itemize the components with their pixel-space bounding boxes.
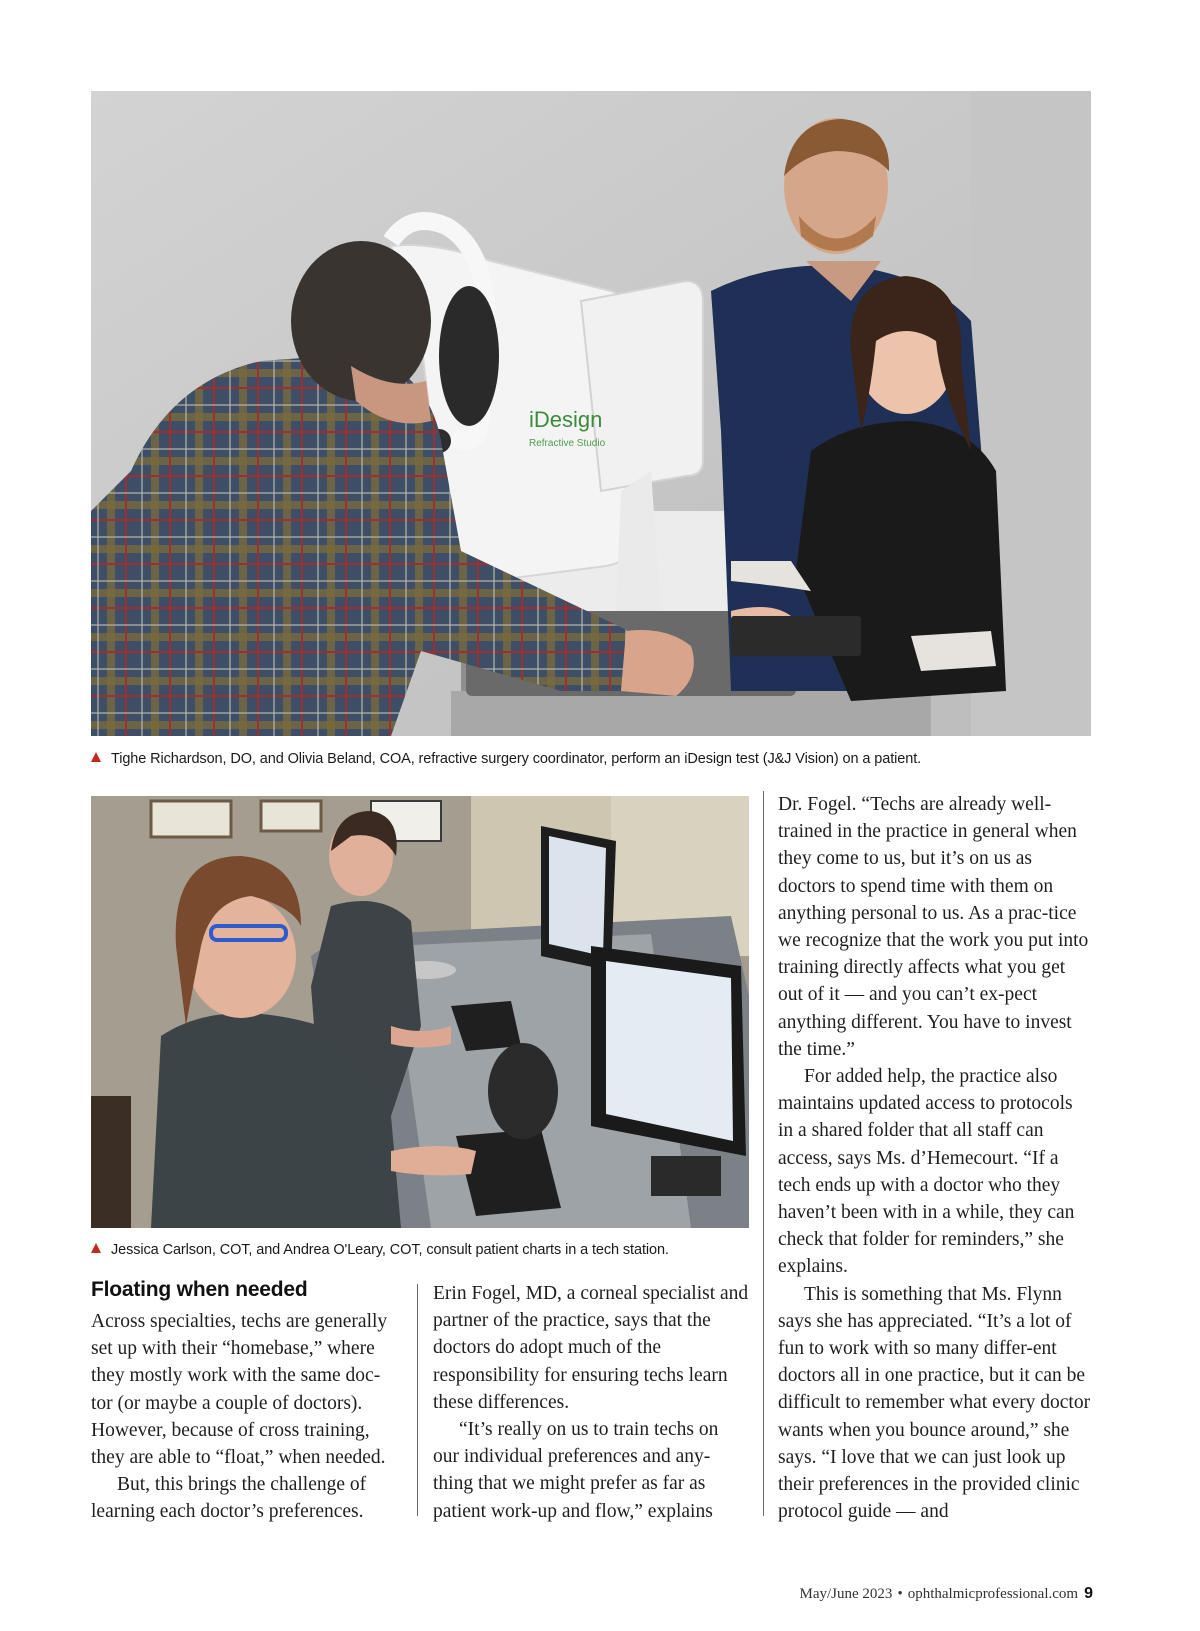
text-column-3 xyxy=(778,791,1092,1525)
idesign-logo-text: iDesign xyxy=(529,407,603,432)
text-column-2 xyxy=(433,1280,749,1525)
paragraph: “It’s really on us to train techs on our individual preferences and any-thing that we might prefer as far as patient work-up and flow,” explains xyxy=(433,1419,719,1522)
paragraph: But, this brings the challenge of learning each doctor’s preferences. xyxy=(91,1474,367,1523)
caption-marker-icon xyxy=(91,1243,101,1253)
paragraph: For added help, the practice also maintains updated access to protocols in a shared folder that all staff can access, says Ms. d’Hemecourt. “If a tech ends up with a doctor who they haven’t been with in a while, they can check that folder for reminders,” she explains. xyxy=(778,1066,1075,1278)
photo-caption-1 xyxy=(91,751,921,767)
text-column-1 xyxy=(91,1308,401,1526)
photo-tech-station xyxy=(91,796,749,1228)
photo-caption-2 xyxy=(91,1242,669,1258)
paragraph: Erin Fogel, MD, a corneal specialist and partner of the practice, says that the doctors do adopt much of the responsibility for ensuring techs learn these differences. xyxy=(433,1283,749,1413)
caption-1-text: Tighe Richardson, DO, and Olivia Beland, COA, refractive surgery coordinator, perform an iDesign test (J&J Vision) on a patient. xyxy=(111,751,922,767)
page-number: 9 xyxy=(1084,1585,1093,1602)
caption-2-text: Jessica Carlson, COT, and Andrea O'Leary, COT, consult patient charts in a tech station. xyxy=(111,1242,669,1258)
footer-separator: • xyxy=(897,1586,903,1602)
column-divider xyxy=(763,791,764,1516)
section-heading: Floating when needed xyxy=(91,1278,308,1301)
idesign-sub-text: Refractive Studio xyxy=(529,438,606,449)
paragraph: Across specialties, techs are generally set up with their “homebase,” where they mostly work with the same doc-tor (or maybe a couple of doctors). However, because of cross training, they are able to “float,” when needed. xyxy=(91,1311,388,1469)
page-footer xyxy=(800,1585,1093,1603)
column-divider xyxy=(417,1284,418,1516)
issue-date: May/June 2023 xyxy=(799,1586,893,1602)
paragraph: Dr. Fogel. “Techs are already well-trained in the practice in general when they come to us, but it’s on us as doctors to spend time with them on anything personal to us. As a prac-tice we recognize that the work you put into training directly affects what you get out of it — and you can’t ex-pect anything different. You have to invest the time.” xyxy=(778,794,1089,1060)
photo-idesign-exam xyxy=(91,91,1091,736)
website-link[interactable]: ophthalmicprofessional.com xyxy=(907,1586,1079,1602)
paragraph: This is something that Ms. Flynn says she has appreciated. “It’s a lot of fun to work with so many differ-ent doctors all in one practice, but it can be difficult to remember what every doctor wants when you bounce around,” she says. “I love that we can just look up their preferences in the provided clinic protocol guide — and xyxy=(778,1283,1091,1523)
caption-marker-icon xyxy=(91,752,101,762)
